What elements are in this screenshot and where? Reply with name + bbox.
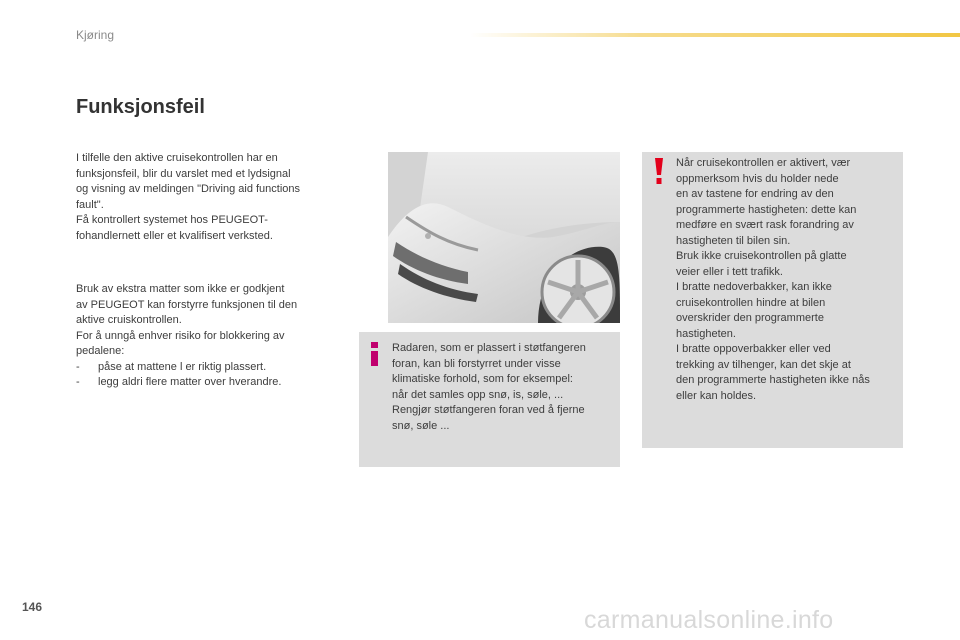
text-line: funksjonsfeil, blir du varslet med et lydsignal [76,167,291,180]
mats-bullet-list [76,360,341,391]
text-line: og visning av meldingen "Driving aid functions [76,183,301,195]
text-line: veier eller i tett trafikk. [676,265,783,278]
text-line: Radaren, som er plassert i støtfangeren [392,342,586,354]
text-line: cruisekontrollen hindre at bilen [676,296,826,309]
floor-mats-paragraph [76,282,341,391]
text-line: Bruk ikke cruisekontrollen på glatte [676,250,847,262]
info-text [392,341,614,434]
text-line: fohandlernett eller et kvalifisert verksted. [76,229,273,242]
text-line: pedalene: [76,345,125,357]
text-line: Bruk av ekstra matter som ikke er godkjent [76,283,285,295]
text-line: klimatiske forhold, som for eksempel: [392,373,573,385]
text-line: hastigheten. [676,327,736,340]
warning-box [642,152,903,448]
bullet-item: - påse at mattene l er riktig plassert. [76,360,341,376]
text-line: Når cruisekontrollen er aktivert, vær [676,157,851,169]
page-title: Funksjonsfeil [76,96,205,118]
text-line: programmerte hastigheten: dette kan [676,203,857,216]
text-line: Få kontrollert systemet hos PEUGEOT- [76,214,268,226]
car-front-illustration [388,152,620,323]
text-line: medføre en svært rask forandring av [676,219,854,231]
text-line: I bratte nedoverbakker, kan ikke [676,281,832,293]
text-line: trekking av tilhenger, kan det skje at [676,358,851,371]
text-line: fault". [76,198,104,211]
text-line: når det samles opp snø, is, søle, ... [392,388,564,401]
bullet-item: - legg aldri flere matter over hverandre. [76,375,341,391]
text-line: snø, søle ... [392,419,450,432]
text-line: For å unngå enhver risiko for blokkering av [76,329,285,342]
text-line: foran, kan bli forstyrret under visse [392,357,561,370]
exclamation-icon [655,158,663,184]
page-number: 146 [22,600,43,614]
text-line: eller kan holdes. [676,389,757,402]
text-line: I bratte oppoverbakker eller ved [676,343,831,355]
text-line: oppmerksom hvis du holder nede [676,172,839,185]
section-header: Kjøring [76,28,115,42]
text-line: en av tastene for endring av den [676,188,834,200]
text-line: av PEUGEOT kan forstyrre funksjonen til den [76,298,298,311]
header-accent-bar [470,33,960,37]
text-line: den programmerte hastigheten ikke nås [676,374,870,386]
watermark: carmanualsonline.info [584,606,834,634]
text-line: Rengjør støtfangeren foran ved å fjerne [392,404,585,416]
malfunction-paragraph [76,151,341,244]
text-line: aktive cruiskontrollen. [76,314,182,326]
info-icon [369,342,381,366]
warning-text [676,156,898,404]
text-line: I tilfelle den aktive cruisekontrollen har en [76,152,278,164]
info-box [359,332,620,467]
text-line: hastigheten til bilen sin. [676,234,791,247]
text-line: overskrider den programmerte [676,312,824,324]
